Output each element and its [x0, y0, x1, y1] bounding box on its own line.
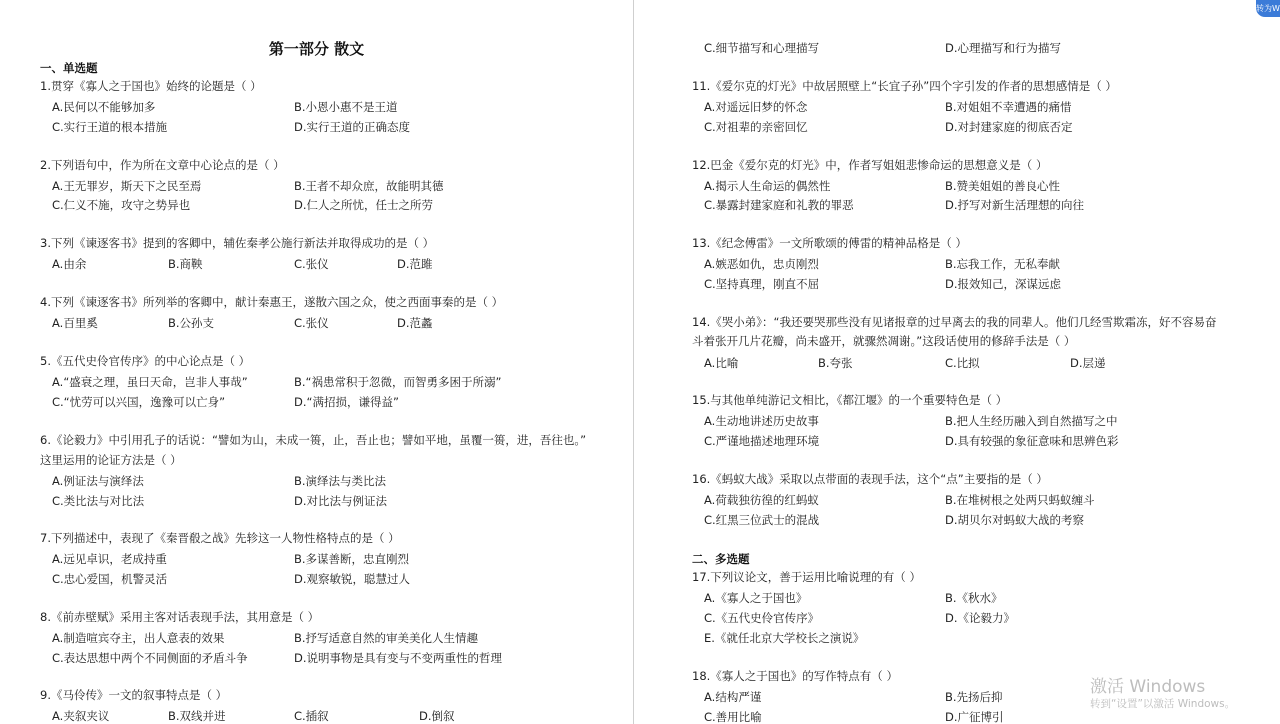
option: C.坚持真理，刚直不屈	[704, 277, 820, 291]
option: A.民何以不能够加多	[52, 100, 156, 114]
option: C.比拟	[945, 356, 980, 370]
option: B.忘我工作，无私奉献	[945, 257, 1061, 271]
question-9: 9.《马伶传》一文的叙事特点是（ ）	[40, 688, 228, 702]
option: C.仁义不施，攻守之势异也	[52, 198, 191, 212]
option: C.“忧劳可以兴国，逸豫可以亡身”	[52, 395, 226, 409]
question-7: 7.下列描述中，表现了《秦晋殽之战》先轸这一人物性格特点的是（ ）	[40, 531, 400, 545]
question-6-continued: 这里运用的论证方法是（ ）	[40, 453, 182, 467]
question-8: 8.《前赤壁赋》采用主客对话表现手法，其用意是（ ）	[40, 610, 320, 624]
option: D.抒写对新生活理想的向往	[945, 198, 1085, 212]
question-14-continued: 斗着张开几片花瓣，尚未盛开，就骤然凋谢。”这段话使用的修辞手法是（ ）	[692, 334, 1076, 348]
option: D.仁人之所忧，任士之所劳	[294, 198, 434, 212]
option: C.《五代史伶官传序》	[704, 611, 820, 625]
question-13: 13.《纪念傅雷》一文所歌颂的傅雷的精神品格是（ ）	[692, 236, 967, 250]
option: C.类比法与对比法	[52, 494, 145, 508]
question-6: 6.《论毅力》中引用孔子的话说：“譬如为山，未成一篑，止，吾止也；譬如平地，虽覆一篑，进，吾往也。”	[40, 433, 587, 447]
option: B.多谋善断，忠直刚烈	[294, 552, 410, 566]
page-title: 第一部分 散文	[268, 40, 365, 58]
question-14: 14.《哭小弟》：“我还要哭那些没有见诸报章的过早离去的我的同辈人。他们几经雪欺霜冻，好不容易奋	[692, 315, 1217, 329]
option: C.细节描写和心理描写	[704, 41, 820, 55]
option: B.抒写适意自然的审美美化人生情趣	[294, 631, 479, 645]
option: D.范蠡	[397, 316, 433, 330]
question-11: 11.《爱尔克的灯光》中故居照壁上“长宜子孙”四个字引发的作者的思想感情是（ ）	[692, 79, 1117, 93]
option: B.赞美姐姐的善良心性	[945, 179, 1061, 193]
option: D.报效知己，深谋远虑	[945, 277, 1062, 291]
option: D.具有较强的象征意味和思辨色彩	[945, 434, 1119, 448]
question-3: 3.下列《谏逐客书》提到的客卿中，辅佐秦孝公施行新法并取得成功的是（ ）	[40, 236, 435, 250]
option: A.荷载独彷徨的红蚂蚁	[704, 493, 819, 507]
section-heading-multi: 二、多选题	[692, 552, 750, 566]
page-divider	[633, 0, 634, 724]
option: B.公孙支	[168, 316, 215, 330]
option: A.生动地讲述历史故事	[704, 414, 819, 428]
question-18: 18.《寡人之于国也》的写作特点有（ ）	[692, 669, 898, 683]
option: A.比喻	[704, 356, 739, 370]
option: A.“盛衰之理，虽曰天命，岂非人事哉”	[52, 375, 248, 389]
option: D.范雎	[397, 257, 433, 271]
option: B.先扬后抑	[945, 690, 1003, 704]
option: B.小恩小惠不是王道	[294, 100, 398, 114]
option: B.对姐姐不幸遭遇的痛惜	[945, 100, 1072, 114]
left-page	[0, 0, 633, 724]
option: D.“满招损，谦得益”	[294, 395, 399, 409]
option: A.对遥远旧梦的怀念	[704, 100, 808, 114]
option: D.对封建家庭的彻底否定	[945, 120, 1073, 134]
windows-activation-watermark-title: 激活 Windows	[1090, 677, 1206, 697]
option: A.例证法与演绎法	[52, 474, 144, 488]
option: A.结构严谨	[704, 690, 762, 704]
option: B.把人生经历融入到自然描写之中	[945, 414, 1118, 428]
option: C.严谨地描述地理环境	[704, 434, 820, 448]
option: C.对祖辈的亲密回忆	[704, 120, 808, 134]
option: D.胡贝尔对蚂蚁大战的考察	[945, 513, 1085, 527]
option: D.实行王道的正确态度	[294, 120, 411, 134]
section-heading-single: 一、单选题	[40, 61, 98, 75]
option: C.善用比喻	[704, 710, 762, 724]
convert-word-button[interactable]: 转为W	[1256, 0, 1280, 17]
option: B.《秋水》	[945, 591, 1003, 605]
option: C.实行王道的根本措施	[52, 120, 168, 134]
question-1: 1.贯穿《寡人之于国也》始终的论题是（ ）	[40, 79, 262, 93]
option: B.双线并进	[168, 709, 226, 723]
option: B.演绎法与类比法	[294, 474, 387, 488]
option: D.《论毅力》	[945, 611, 1016, 625]
option: A.揭示人生命运的偶然性	[704, 179, 831, 193]
option: B.夸张	[818, 356, 853, 370]
option: D.倒叙	[419, 709, 455, 723]
option: A.《寡人之于国也》	[704, 591, 808, 605]
option: A.嫉恶如仇，忠贞刚烈	[704, 257, 819, 271]
option: C.张仪	[294, 257, 329, 271]
option: D.说明事物是具有变与不变两重性的哲理	[294, 651, 503, 665]
option: B.“祸患常积于忽微，而智勇多困于所溺”	[294, 375, 502, 389]
option: D.层递	[1070, 356, 1106, 370]
option: A.由余	[52, 257, 87, 271]
option: C.插叙	[294, 709, 329, 723]
question-4: 4.下列《谏逐客书》所列举的客卿中，献计秦惠王，遂散六国之众，使之西面事秦的是（ ）	[40, 295, 504, 309]
question-15: 15.与其他单纯游记文相比，《都江堰》的一个重要特色是（ ）	[692, 393, 1008, 407]
question-12: 12.巴金《爱尔克的灯光》中，作者写姐姐悲惨命运的思想意义是（ ）	[692, 158, 1048, 172]
option: A.王无罪岁，斯天下之民至焉	[52, 179, 202, 193]
option: A.百里奚	[52, 316, 98, 330]
option: A.夹叙夹议	[52, 709, 110, 723]
right-page	[635, 0, 1280, 724]
option: B.王者不却众庶，故能明其德	[294, 179, 444, 193]
option: C.表达思想中两个不同侧面的矛盾斗争	[52, 651, 248, 665]
option: B.在堆树根之处两只蚂蚁缠斗	[945, 493, 1095, 507]
option: D.观察敏锐，聪慧过人	[294, 572, 411, 586]
option: C.忠心爱国，机警灵活	[52, 572, 168, 586]
question-5: 5.《五代史伶官传序》的中心论点是（ ）	[40, 354, 251, 368]
question-16: 16.《蚂蚁大战》采取以点带面的表现手法，这个“点”主要指的是（ ）	[692, 472, 1048, 486]
option: B.商鞅	[168, 257, 203, 271]
option: D.心理描写和行为描写	[945, 41, 1062, 55]
option: D.对比法与例证法	[294, 494, 388, 508]
option: A.制造喧宾夺主，出人意表的效果	[52, 631, 225, 645]
windows-activation-watermark-subtitle: 转到“设置”以激活 Windows。	[1090, 698, 1236, 710]
option: A.远见卓识，老成持重	[52, 552, 167, 566]
question-2: 2.下列语句中，作为所在文章中心论点的是（ ）	[40, 158, 285, 172]
option: C.张仪	[294, 316, 329, 330]
option: C.暴露封建家庭和礼教的罪恶	[704, 198, 854, 212]
question-17: 17.下列议论文，善于运用比喻说理的有（ ）	[692, 570, 921, 584]
option: D.广征博引	[945, 710, 1004, 724]
option: C.红黑三位武士的混战	[704, 513, 820, 527]
option: E.《就任北京大学校长之演说》	[704, 631, 865, 645]
